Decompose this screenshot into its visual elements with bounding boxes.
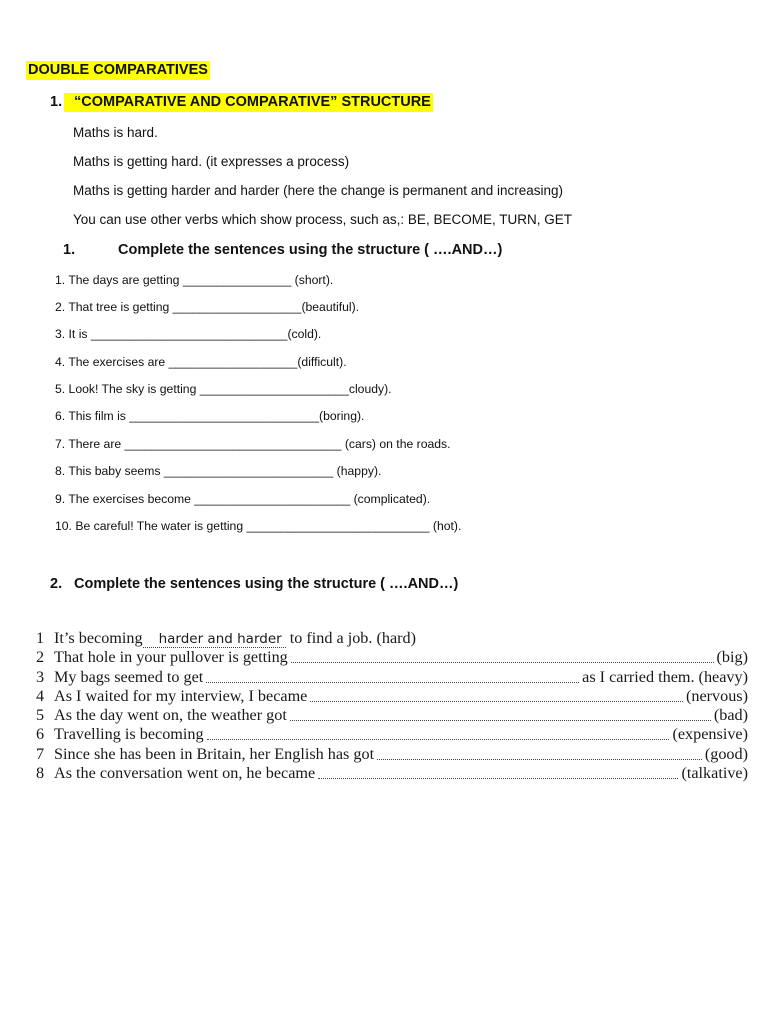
exercise1-item: 3. It is _____________________________(cold). (55, 327, 322, 341)
section1-title: “COMPARATIVE AND COMPARATIVE” STRUCTURE (64, 93, 433, 112)
item-number: 2 (36, 648, 45, 667)
exercise2-item (36, 629, 748, 648)
exercise2-item (36, 764, 748, 783)
exercise2-item (36, 668, 748, 687)
answer-blank[interactable] (310, 689, 683, 702)
scanned-exercise (36, 629, 748, 783)
item-text: Travelling is becoming (54, 725, 204, 744)
answer-blank[interactable] (207, 727, 670, 740)
exercise2-item (36, 745, 748, 764)
item-number: 1 (36, 629, 45, 647)
exercise2-item (36, 725, 748, 744)
item-text: Since she has been in Britain, her English has got (54, 744, 375, 763)
item-text: It’s becoming (54, 629, 143, 647)
exercise1-item: 1. The days are getting ________________ (short). (55, 273, 334, 287)
item-number: 3 (36, 667, 45, 686)
exercise1-title: Complete the sentences using the structure ( ….AND…) (118, 242, 503, 258)
exercise1-item: 10. Be careful! The water is getting ___________________________ (hot). (55, 519, 462, 533)
intro-line: Maths is getting harder and harder (here the change is permanent and increasing) (73, 183, 564, 198)
exercise1-item: 9. The exercises become _______________________ (complicated). (55, 492, 431, 506)
item-hint: as I carried them. (heavy) (582, 667, 748, 686)
exercise1-number: 1. (63, 242, 76, 258)
exercise1-item: 8. This baby seems _________________________ (happy). (55, 464, 382, 478)
item-hint: (good) (704, 744, 748, 763)
item-text: As I waited for my interview, I became (54, 686, 308, 705)
exercise2-item (36, 706, 748, 725)
section2-number: 2. (50, 576, 63, 592)
answer-blank[interactable] (206, 670, 579, 683)
item-number: 6 (36, 725, 45, 744)
intro-line: You can use other verbs which show process, such as,: BE, BECOME, TURN, GET (73, 212, 572, 227)
answer-blank[interactable] (291, 650, 714, 663)
exercise1-item: 5. Look! The sky is getting ______________________cloudy). (55, 382, 392, 396)
item-text: As the day went on, the weather got (54, 706, 287, 725)
item-number: 8 (36, 764, 45, 783)
answer-blank[interactable] (290, 708, 711, 721)
item-text: As the conversation went on, he became (54, 764, 316, 783)
item-text: My bags seemed to get (54, 667, 204, 686)
section1-number: 1. (50, 94, 63, 110)
answer-blank[interactable] (318, 766, 678, 779)
item-hint: (bad) (713, 706, 748, 725)
exercise2-item (36, 648, 748, 667)
section2-title: Complete the sentences using the structure ( ….AND…) (74, 576, 459, 592)
item-number: 4 (36, 686, 45, 705)
item-text-after: to find a job. (hard) (289, 629, 417, 647)
example-answer: harder and harder (143, 632, 286, 648)
exercise2-item (36, 687, 748, 706)
intro-line: Maths is getting hard. (it expresses a process) (73, 154, 350, 169)
page-title: DOUBLE COMPARATIVES (28, 62, 208, 78)
item-hint: (talkative) (681, 764, 748, 783)
item-hint: (expensive) (672, 725, 748, 744)
item-number: 7 (36, 744, 45, 763)
answer-blank[interactable] (377, 747, 702, 760)
exercise1-item: 6. This film is ____________________________(boring). (55, 409, 365, 423)
exercise1-item: 2. That tree is getting ___________________(beautiful). (55, 300, 360, 314)
exercise1-item: 4. The exercises are ___________________(difficult). (55, 355, 347, 369)
item-number: 5 (36, 706, 45, 725)
intro-line: Maths is hard. (73, 125, 158, 140)
item-text: That hole in your pullover is getting (54, 648, 288, 667)
exercise1-item: 7. There are ________________________________ (cars) on the roads. (55, 437, 451, 451)
item-hint: (big) (716, 648, 748, 667)
item-hint: (nervous) (685, 686, 748, 705)
